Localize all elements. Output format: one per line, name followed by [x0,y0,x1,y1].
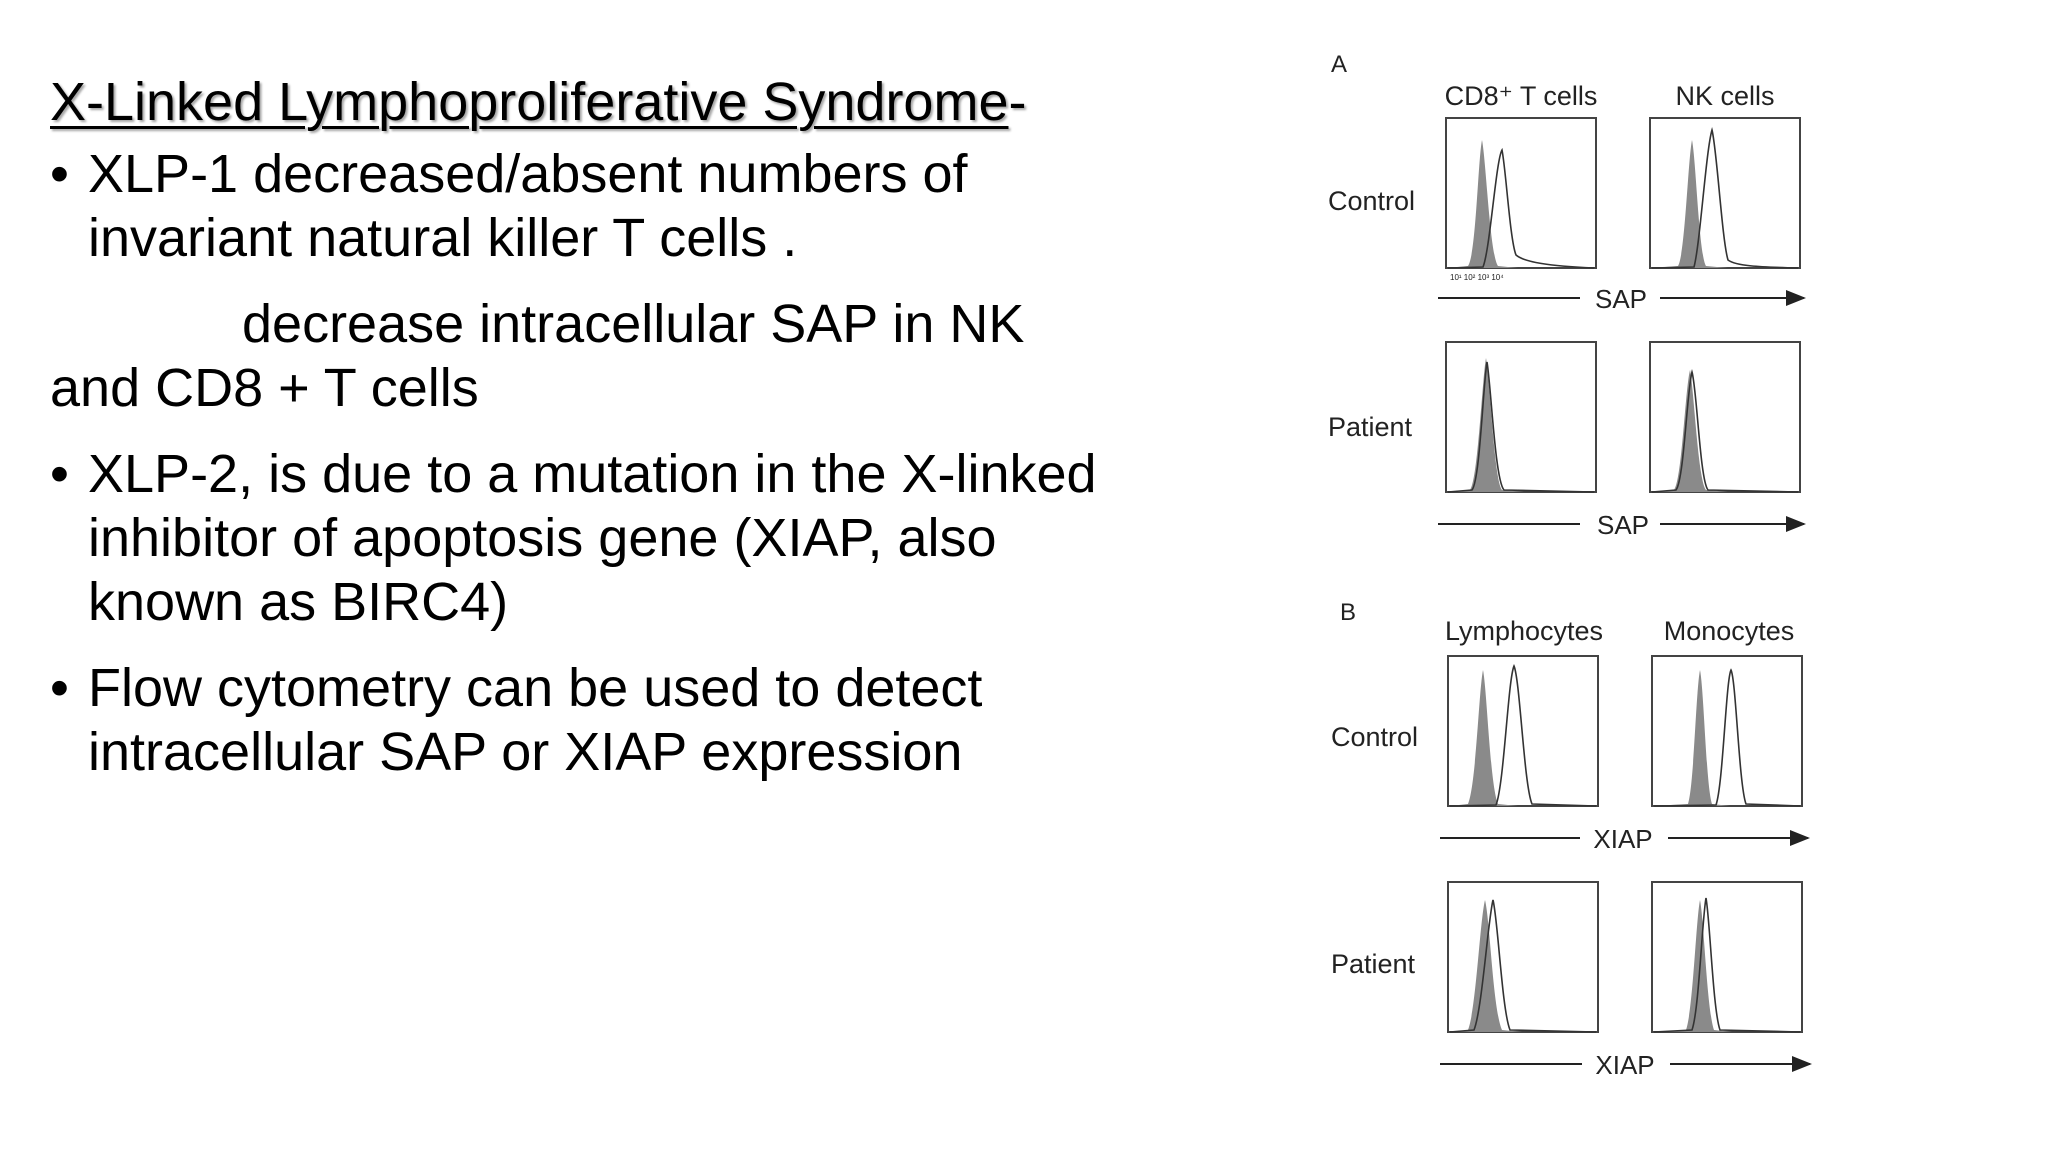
panel-a-letter: A [1331,51,1348,78]
histogram-a-control-cd8 [1446,118,1596,268]
bullet-line: Flow cytometry can be used to detect [88,658,983,718]
title-dash: - [1008,72,1027,132]
panel-b-row2-label: Patient [1331,949,1416,979]
bullet-line: XLP-1 decreased/absent numbers of [88,144,968,204]
histogram-b-control-monocytes [1652,656,1802,806]
panel-b-axis-label-1: XIAP [1593,824,1653,854]
bullet-line: inhibitor of apoptosis gene (XIAP, also [88,508,997,568]
histogram-b-patient-lymphocytes [1448,882,1598,1032]
flow-cytometry-figure [1318,40,1838,1120]
histogram-figure [1318,40,1838,1120]
bullet-dot: • [50,144,69,204]
panel-a-row1-label: Control [1328,186,1416,216]
bullet-line: intracellular SAP or XIAP expression [88,722,963,782]
bullet-line: known as BIRC4) [88,572,509,632]
bullet-dot: • [50,444,69,504]
continuation-line: and CD8 + T cells [50,358,479,418]
histogram-b-control-lymphocytes [1448,656,1598,806]
bullet-xlp1 [50,142,1270,270]
panel-b-col2-label: Monocytes [1663,616,1795,646]
panel-b-row1-label: Control [1331,722,1419,752]
bullet-xlp2 [50,442,1270,634]
panel-a-axis-label-1: SAP [1594,284,1648,314]
slide-title [50,62,1270,142]
svg-text:10¹ 10² 10³ 10⁴: 10¹ 10² 10³ 10⁴ [1450,273,1504,282]
histogram-b-patient-monocytes [1652,882,1802,1032]
histogram-a-patient-nk [1650,342,1800,492]
bullet-line: XLP-2, is due to a mutation in the X-linked [88,444,1097,504]
panel-a-row2-label: Patient [1328,412,1413,442]
panel-a-axis-label-2: SAP [1596,510,1650,540]
histogram-a-patient-cd8 [1446,342,1596,492]
continuation-line: decrease intracellular SAP in NK [242,294,1025,354]
bullet-flow-cytometry [50,656,1270,784]
panel-a-col1-label: CD8⁺ T cells [1444,81,1598,111]
bullet-line: invariant natural killer T cells . [88,208,798,268]
histogram-a-control-nk [1650,118,1800,268]
slide-text-area [50,62,1270,784]
panel-b-letter: B [1340,599,1357,626]
continuation-text [50,292,1270,420]
panel-b-axis-label-2: XIAP [1595,1050,1655,1080]
title-underlined: X-Linked Lymphoproliferative Syndrome [50,72,1009,132]
panel-a-col2-label: NK cells [1675,81,1775,111]
panel-b-col1-label: Lymphocytes [1444,616,1604,646]
bullet-dot: • [50,658,69,718]
